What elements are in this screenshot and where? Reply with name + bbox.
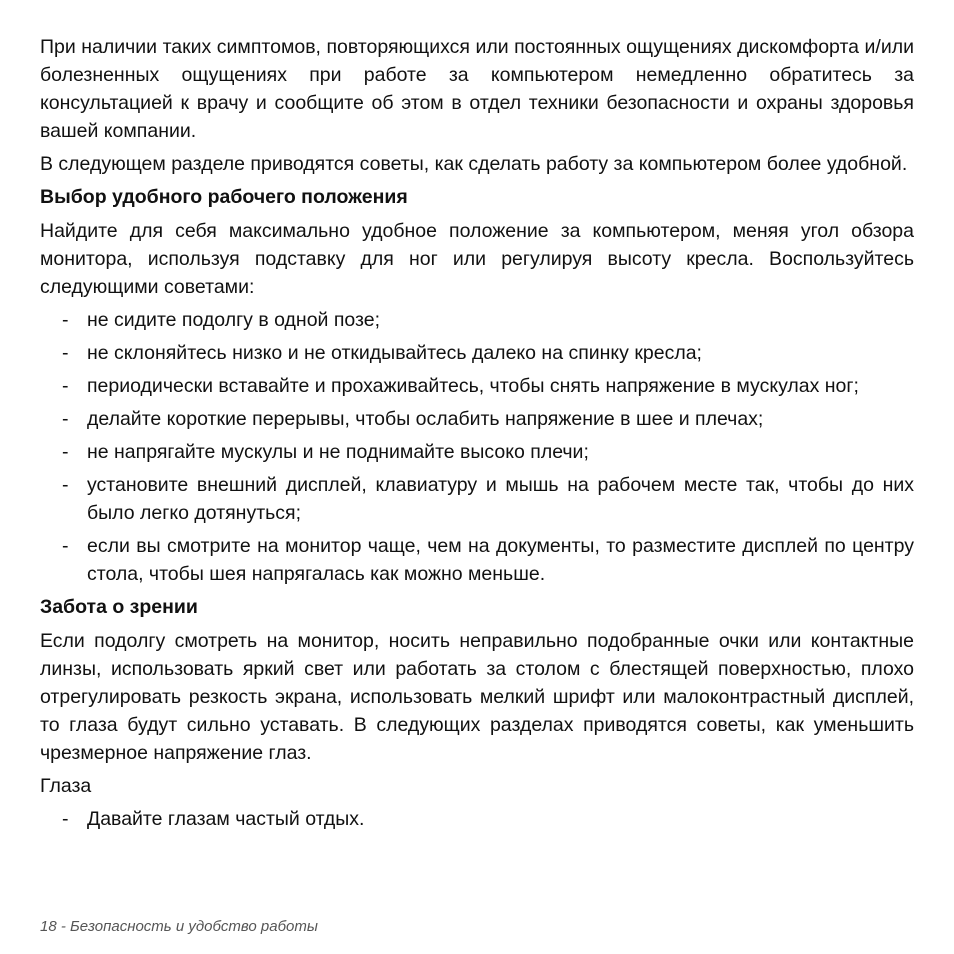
list-item-text: если вы смотрите на монитор чаще, чем на документы, то разместите дисплей по центру стола, чтобы шея напрягалась как можно меньше. bbox=[87, 535, 914, 585]
page-footer: 18 - Безопасность и удобство работы bbox=[40, 918, 318, 935]
list-item bbox=[40, 372, 914, 400]
vision-paragraph: Если подолгу смотреть на монитор, носить неправильно подобранные очки или контактные линзы, использовать яркий свет или работать за столом с блестящей поверхностью, плохо отрегулировать резкость экрана, использовать мелкий шрифт или малоконтрастный дисплей, то глаза будут сильно уставать. В следующих разделах приводятся советы, как уменьшить чрезмерное напряжение глаз. bbox=[40, 630, 914, 764]
eyes-subheading: Глаза bbox=[40, 775, 92, 797]
section-heading-vision: Забота о зрении bbox=[40, 596, 198, 618]
list-item bbox=[40, 532, 914, 588]
intro-paragraph-2: В следующем разделе приводятся советы, как сделать работу за компьютером более удобной. bbox=[40, 153, 908, 175]
list-item bbox=[40, 438, 914, 466]
posture-paragraph: Найдите для себя максимально удобное положение за компьютером, меняя угол обзора монитора, используя подставку для ног или регулируя высоту кресла. Воспользуйтесь следующими советами: bbox=[40, 220, 914, 298]
list-dash: - bbox=[62, 441, 69, 463]
list-item-text: периодически вставайте и прохаживайтесь, чтобы снять напряжение в мускулах ног; bbox=[87, 375, 859, 397]
document-page bbox=[40, 33, 914, 838]
intro-paragraph-1: При наличии таких симптомов, повторяющихся или постоянных ощущениях дискомфорта и/или болезненных ощущениях при работе за компьютером немедленно обратитесь за консультацией к врачу и сообщите об этом в отдел техники безопасности и охраны здоровья вашей компании. bbox=[40, 36, 914, 142]
list-dash: - bbox=[62, 342, 69, 364]
list-dash: - bbox=[62, 808, 69, 830]
eyes-tips-list bbox=[40, 805, 914, 833]
list-item-text: установите внешний дисплей, клавиатуру и мышь на рабочем месте так, чтобы до них было легко дотянуться; bbox=[87, 474, 914, 524]
list-dash: - bbox=[62, 535, 69, 557]
list-item-text: не напрягайте мускулы и не поднимайте высоко плечи; bbox=[87, 441, 589, 463]
list-dash: - bbox=[62, 474, 69, 496]
list-item bbox=[40, 405, 914, 433]
list-item bbox=[40, 805, 914, 833]
posture-tips-list bbox=[40, 306, 914, 588]
list-dash: - bbox=[62, 309, 69, 331]
list-dash: - bbox=[62, 408, 69, 430]
list-item bbox=[40, 306, 914, 334]
list-item-text: не склоняйтесь низко и не откидывайтесь далеко на спинку кресла; bbox=[87, 342, 702, 364]
list-item-text: Давайте глазам частый отдых. bbox=[87, 808, 365, 830]
list-item-text: не сидите подолгу в одной позе; bbox=[87, 309, 381, 331]
list-dash: - bbox=[62, 375, 69, 397]
list-item bbox=[40, 339, 914, 367]
list-item-text: делайте короткие перерывы, чтобы ослабить напряжение в шее и плечах; bbox=[87, 408, 764, 430]
section-heading-posture: Выбор удобного рабочего положения bbox=[40, 186, 408, 208]
list-item bbox=[40, 471, 914, 527]
